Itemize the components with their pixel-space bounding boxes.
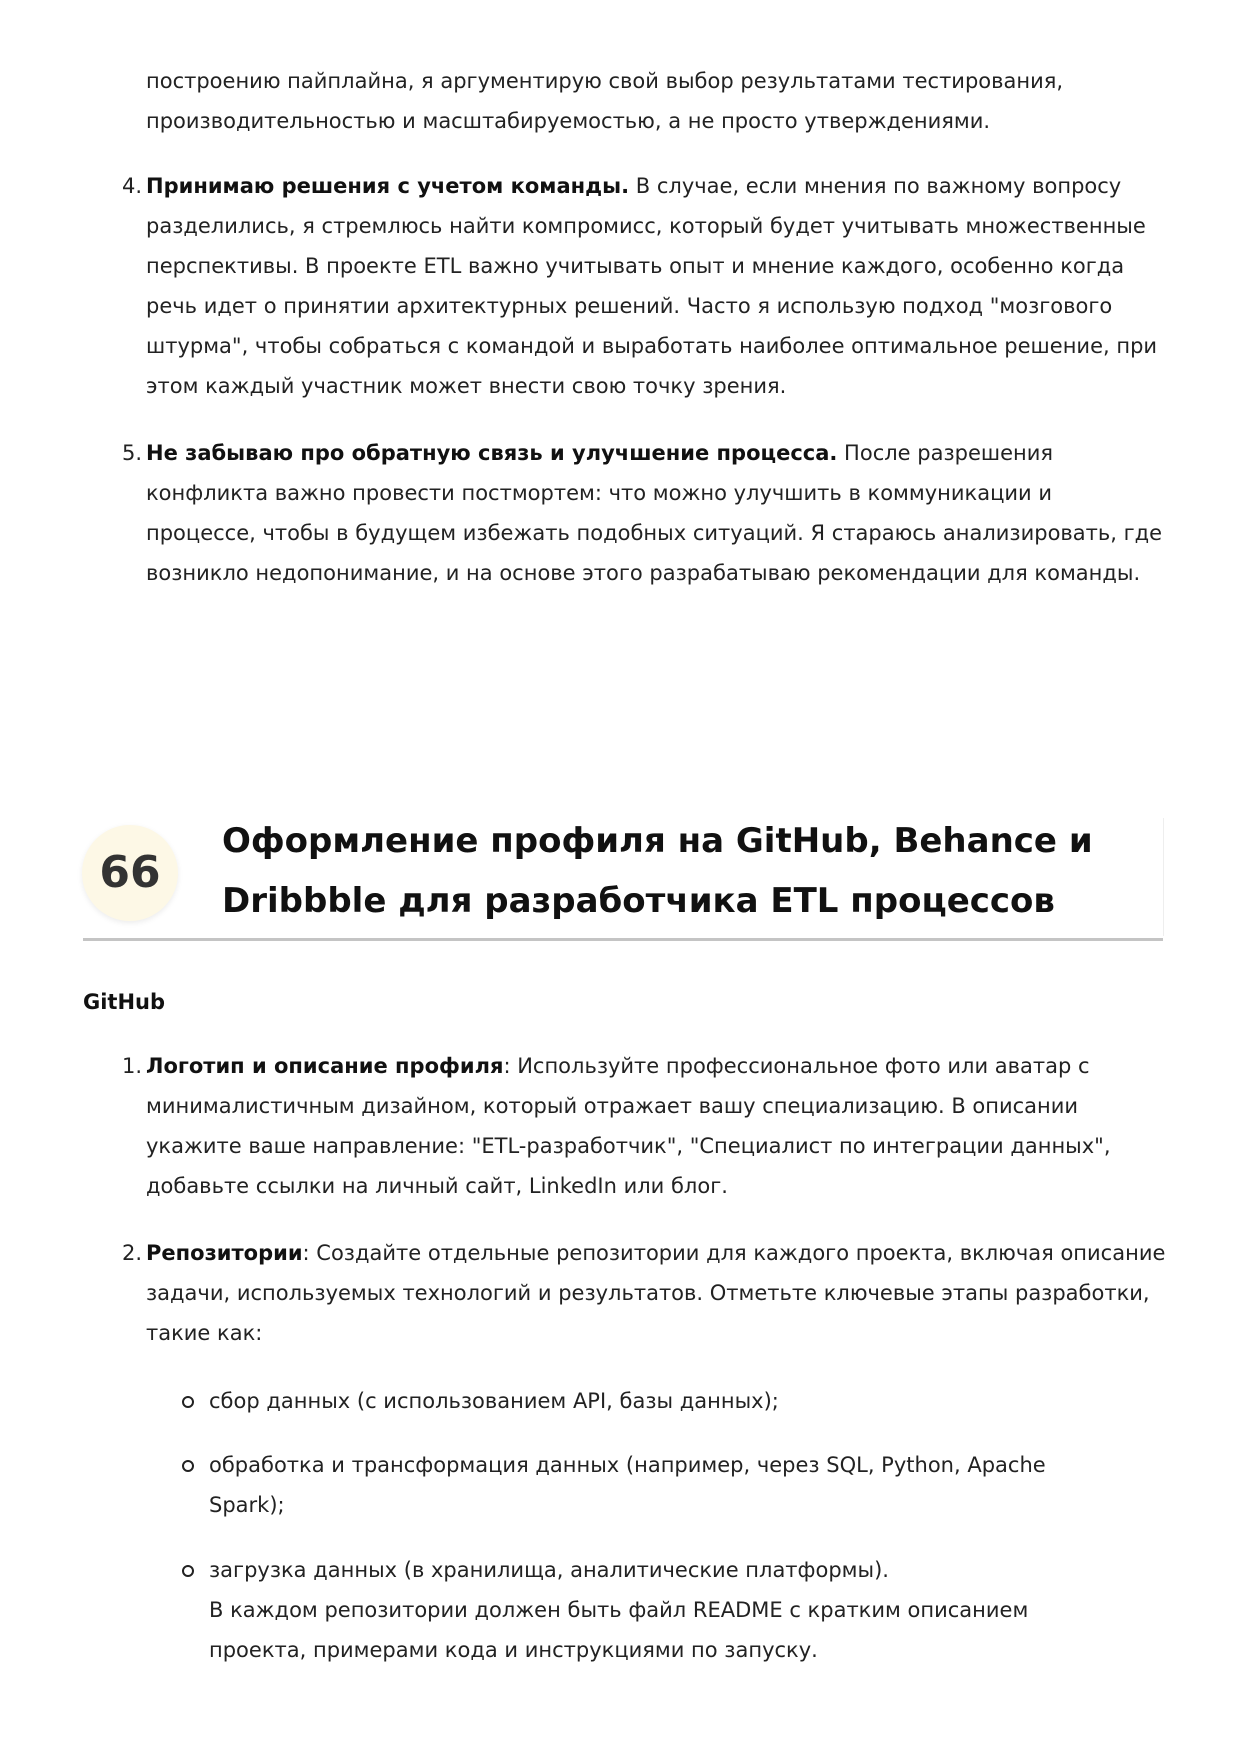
subheading-github: GitHub <box>83 990 166 1014</box>
list-item-bold: Принимаю решения с учетом команды. <box>146 174 630 198</box>
circle-bullet-icon <box>182 1460 194 1472</box>
list-number: 1. <box>121 1054 142 1078</box>
circle-bullet-icon <box>182 1565 194 1577</box>
list-item-text: После разрешения конфликта важно провести постмортем: что можно улучшить в коммуникации и процессе, чтобы в будущем избежать подобных ситуаций. Я стараюсь анализировать, где возникло недопонимание, и на основе этого разрабатываю рекомендации для команды. <box>146 441 1163 585</box>
list-item-text: : Используйте профессиональное фото или аватар с минималистичным дизайном, который отражает вашу специализацию. В описании укажите ваше направление: "ETL-разработчик", "Специалист по интеграции данных", добавьте ссылки на личный сайт, LinkedIn или блог. <box>146 1054 1111 1198</box>
bullet-item <box>209 1381 1109 1421</box>
list-item-bold: Логотип и описание профиля <box>146 1054 504 1078</box>
bullet-item <box>209 1550 1109 1670</box>
list-item-text: В случае, если мнения по важному вопросу разделились, я стремлюсь найти компромисс, который будет учитывать множественные перспективы. В проекте ETL важно учитывать опыт и мнение каждого, особенно когда речь идет о принятии архитектурных решений. Часто я использую подход "мозгового штурма", чтобы собраться с командой и выработать наиболее оптимальное решение, при этом каждый участник может внести свою точку зрения. <box>146 174 1158 398</box>
list-number: 4. <box>121 174 142 198</box>
list-item <box>121 1233 1166 1353</box>
list-item-text: : Создайте отдельные репозитории для каждого проекта, включая описание задачи, используемых технологий и результатов. Отметьте ключевые этапы разработки, такие как: <box>146 1241 1166 1345</box>
section-divider <box>83 938 1163 941</box>
intro-paragraph: построению пайплайна, я аргументирую свой выбор результатами тестирования, производительностью и масштабируемостью, а не просто утверждениями. <box>146 69 1064 133</box>
list-item-bold: Не забываю про обратную связь и улучшение процесса. <box>146 441 838 465</box>
section-number-badge: 66 <box>82 825 178 921</box>
bullet-item <box>209 1445 1109 1525</box>
list-item <box>121 166 1166 406</box>
bullet-text: загрузка данных (в хранилища, аналитические платформы). <box>209 1558 889 1582</box>
list-item-bold: Репозитории <box>146 1241 303 1265</box>
list-number: 2. <box>121 1241 142 1265</box>
bullet-text: сбор данных (с использованием API, базы данных); <box>209 1389 779 1413</box>
list-number: 5. <box>121 441 142 465</box>
list-item <box>121 1046 1166 1206</box>
bullet-note: В каждом репозитории должен быть файл README с кратким описанием проекта, примерами кода и инструкциями по запуску. <box>209 1598 1029 1662</box>
list-item <box>121 433 1166 593</box>
bullet-text: обработка и трансформация данных (например, через SQL, Python, Apache Spark); <box>209 1453 1046 1517</box>
circle-bullet-icon <box>182 1396 194 1408</box>
section-title: Оформление профиля на GitHub, Behance и Dribbble для разработчика ETL процессов <box>222 821 1093 921</box>
